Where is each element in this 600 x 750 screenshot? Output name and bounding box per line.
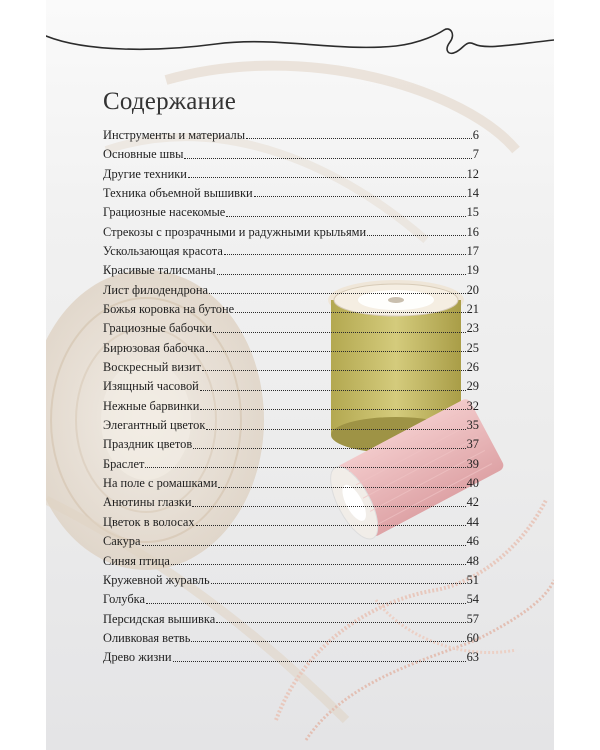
dot-leader [173, 661, 466, 662]
dot-leader [193, 448, 465, 449]
toc-entry [103, 393, 479, 412]
toc-entry-page: 60 [466, 630, 479, 645]
toc-entry-title: Божья коровка на бутоне [103, 302, 235, 317]
toc-entry [103, 141, 479, 160]
toc-entry [103, 528, 479, 547]
toc-entry-page: 54 [466, 592, 479, 607]
toc-entry [103, 122, 479, 141]
dot-leader [196, 525, 466, 526]
toc-entry-title: Браслет [103, 456, 145, 471]
toc-entry-title: Основные швы [103, 147, 184, 162]
page-title: Содержание [103, 88, 236, 115]
toc-entry [103, 373, 479, 392]
toc-entry-title: Синяя птица [103, 553, 170, 568]
toc-entry-page: 23 [466, 321, 479, 336]
toc-entry-page: 25 [466, 340, 479, 355]
toc-entry-title: Техника объемной вышивки [103, 185, 253, 200]
dot-leader [211, 583, 466, 584]
decorative-squiggle-line [46, 20, 554, 65]
toc-entry [103, 451, 479, 470]
toc-entry-title: Ускользающая красота [103, 244, 223, 258]
toc-entry [103, 219, 479, 238]
toc-entry [103, 180, 479, 199]
toc-entry [103, 586, 479, 605]
dot-leader [171, 564, 466, 565]
toc-entry-page: 7 [472, 147, 479, 162]
toc-entry-page: 21 [466, 302, 479, 317]
dot-leader [254, 196, 466, 197]
toc-entry-title: Персидская вышивка [103, 611, 216, 626]
toc-entry-page: 26 [466, 360, 479, 375]
toc-entry-page: 48 [466, 553, 479, 568]
toc-entry-page: 40 [466, 476, 479, 491]
toc-entry [103, 238, 479, 257]
dot-leader [218, 487, 465, 488]
toc-entry-title: Воскресный визит [103, 360, 201, 375]
toc-entry-title: Грациозные бабочки [103, 321, 212, 336]
toc-entry [103, 277, 479, 296]
toc-entry [103, 625, 479, 644]
dot-leader [206, 351, 466, 352]
dot-leader [188, 177, 466, 178]
toc-entry-title: Сакура [103, 534, 141, 549]
toc-entry-page: 42 [466, 495, 479, 510]
toc-entry [103, 161, 479, 180]
toc-entry-page: 51 [466, 572, 479, 587]
dot-leader [213, 332, 466, 333]
dot-leader [184, 158, 471, 159]
dot-leader [367, 235, 465, 236]
dot-leader [206, 429, 465, 430]
dot-leader [200, 409, 465, 410]
toc-entry [103, 490, 479, 509]
toc-entry-page: 32 [466, 398, 479, 413]
toc-entry-title: Анютины глазки [103, 495, 192, 510]
book-page [46, 0, 554, 750]
toc-entry [103, 567, 479, 586]
toc-entry-page: 57 [466, 611, 479, 626]
toc-entry-page: 29 [466, 379, 479, 394]
toc-entry [103, 548, 479, 567]
toc-entry [103, 296, 479, 315]
dot-leader [200, 390, 466, 391]
dot-leader [226, 216, 465, 217]
toc-entry [103, 335, 479, 354]
toc-entry-title: Цветок в волосах [103, 514, 195, 529]
toc-entry-title: Элегантный цветок [103, 418, 206, 433]
dot-leader [145, 467, 465, 468]
toc-entry-page: 20 [466, 282, 479, 297]
toc-entry [103, 315, 479, 334]
toc-entry-title: Праздник цветов [103, 437, 193, 452]
toc-entry-page: 12 [466, 166, 479, 181]
toc-entry-page: 63 [466, 650, 479, 665]
toc-entry-page: 17 [466, 244, 479, 258]
toc-entry-title: Инструменты и материалы [103, 127, 246, 142]
toc-entry-title: Грациозные насекомые [103, 205, 226, 220]
toc-entry-title: Кружевной журавль [103, 572, 210, 587]
toc-entry [103, 606, 479, 625]
toc-entry-title: Другие техники [103, 166, 187, 181]
toc-entry-page: 19 [466, 263, 479, 278]
toc-entry-page: 39 [466, 456, 479, 471]
dot-leader [191, 641, 465, 642]
dot-leader [224, 254, 466, 255]
toc-entry-title: Красивые талисманы [103, 263, 216, 278]
toc-entry-title: Нежные барвинки [103, 398, 200, 413]
toc-entry-page: 44 [466, 514, 479, 529]
dot-leader [235, 312, 466, 313]
toc-entry-title: Стрекозы с прозрачными и радужными крыльями [103, 224, 367, 239]
dot-leader [216, 622, 465, 623]
toc-entry [103, 412, 479, 431]
toc-entry [103, 257, 479, 276]
toc-entry-page: 15 [466, 205, 479, 220]
toc-entry-page: 16 [466, 224, 479, 239]
toc-entry-page: 6 [472, 127, 479, 142]
toc-entry [103, 199, 479, 218]
toc-entry [103, 644, 479, 663]
toc-entry [103, 470, 479, 489]
toc-entry-page: 35 [466, 418, 479, 433]
dot-leader [192, 506, 465, 507]
toc-entry-title: Древо жизни [103, 650, 172, 665]
dot-leader [146, 603, 466, 604]
toc-entry-page: 37 [466, 437, 479, 452]
toc-entry-page: 14 [466, 185, 479, 200]
dot-leader [217, 274, 466, 275]
dot-leader [246, 138, 472, 139]
dot-leader [209, 293, 466, 294]
toc-entry-title: Лист филодендрона [103, 282, 208, 297]
toc-entry [103, 432, 479, 451]
dot-leader [202, 370, 466, 371]
toc-entry-title: Голубка [103, 592, 145, 607]
toc-entry [103, 354, 479, 373]
toc-entry-title: Оливковая ветвь [103, 630, 191, 645]
toc-entry-title: Изящный часовой [103, 379, 199, 394]
dot-leader [142, 545, 466, 546]
toc-entry-page: 46 [466, 534, 479, 549]
toc-entry-title: Бирюзовая бабочка [103, 340, 205, 355]
toc-entry [103, 509, 479, 528]
toc-entry-title: На поле с ромашками [103, 476, 218, 491]
table-of-contents [103, 122, 479, 664]
